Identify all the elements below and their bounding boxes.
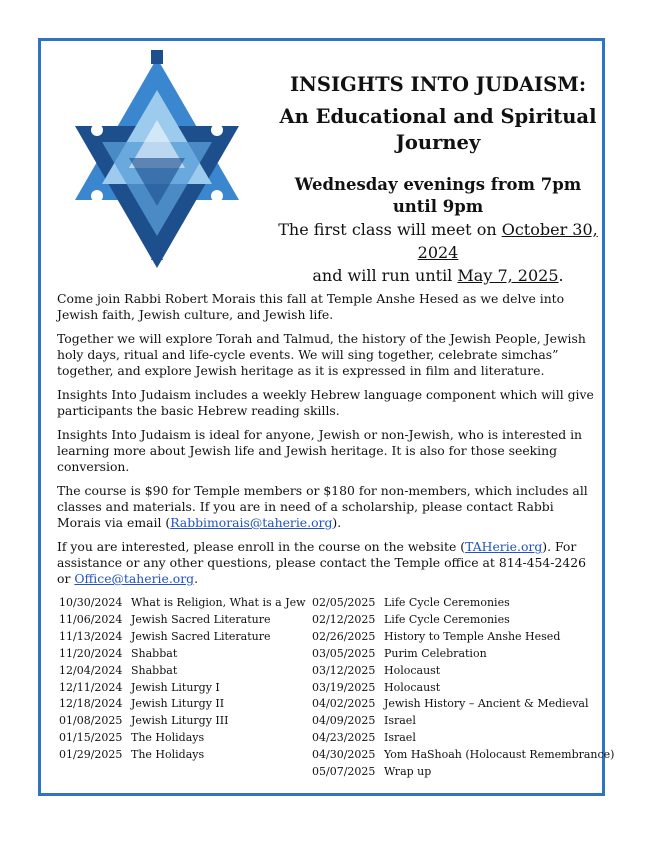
schedule-left-column [59, 595, 306, 764]
title-line-1: INSIGHTS INTO JUDAISM: [289, 73, 587, 96]
schedule-row: 02/05/2025 Life Cycle Ceremonies [312, 596, 510, 609]
schedule-row: 01/15/2025 The Holidays [59, 731, 205, 745]
schedule-row: 04/23/2025 Israel [312, 731, 416, 745]
schedule-row: 11/20/2024 Shabbat [59, 646, 178, 660]
schedule-row: 01/29/2025 The Holidays [59, 748, 205, 762]
website-link[interactable]: TAHerie.org [465, 539, 543, 554]
title-block [272, 72, 604, 287]
schedule-time: Wednesday evenings from 7pm until 9pm [294, 175, 582, 216]
first-class-date: October 30, 2024 [417, 220, 598, 262]
schedule-row: 03/19/2025 Holocaust [312, 680, 441, 694]
paragraph-audience: Insights Into Judaism is ideal for anyone, Jewish or non-Jewish, who is interested in learning more about Jewish life and Jewish heritage. It is also for those seeking conversion. [57, 427, 583, 474]
paragraph-topics: Together we will explore Torah and Talmud, the history of the Jewish People, Jewish holy days, ritual and life-cycle events. We will sing together, celebrate simchas” together, and explore Jewish heritage as it is expressed in film and literature. [57, 331, 586, 378]
schedule-row: 10/30/2024 What is Religion, What is a Jew [59, 596, 306, 609]
paragraph-hebrew: Insights Into Judaism includes a weekly Hebrew language component which will give participants the basic Hebrew reading skills. [57, 387, 594, 418]
run-until-line: and will run until May 7, 2025. [312, 266, 564, 285]
schedule-row: 12/18/2024 Jewish Liturgy II [59, 697, 225, 711]
paragraph-cost: The course is $90 for Temple members or $180 for non-members, which includes all classes and materials. If you are in need of a scholarship, please contact Rabbi Morais via email (Rabbimorais@taherie.org). [57, 483, 588, 530]
last-class-date: May 7, 2025 [457, 266, 559, 285]
schedule-row: 04/02/2025 Jewish History – Ancient & Medieval [312, 697, 589, 711]
schedule-row: 01/08/2025 Jewish Liturgy III [59, 714, 229, 728]
schedule-row: 02/12/2025 Life Cycle Ceremonies [312, 612, 510, 626]
first-class-line: The first class will meet on October 30, 2024 [278, 220, 598, 262]
schedule-row: 12/11/2024 Jewish Liturgy I [59, 680, 220, 694]
paragraph-intro: Come join Rabbi Robert Morais this fall at Temple Anshe Hesed as we delve into Jewish faith, Jewish culture, and Jewish life. [57, 291, 565, 322]
title-line-2: An Educational and Spiritual Journey [279, 105, 597, 154]
schedule-right-column [312, 595, 614, 781]
rabbi-email-link[interactable]: Rabbimorais@taherie.org [170, 515, 333, 530]
paragraph-enroll: If you are interested, please enroll in the course on the website (TAHerie.org). For assistance or any other questions, please contact the Temple office at 814-454-2426 or Office@taherie.org. [57, 539, 587, 586]
star-of-david-mosaic-icon [57, 50, 257, 276]
schedule-row: 03/05/2025 Purim Celebration [312, 646, 487, 660]
schedule-row: 11/13/2024 Jewish Sacred Literature [59, 629, 271, 643]
office-email-link[interactable]: Office@taherie.org [74, 571, 195, 586]
schedule-row: 03/12/2025 Holocaust [312, 663, 441, 677]
schedule-row: 02/26/2025 History to Temple Anshe Hesed [312, 629, 561, 643]
schedule-row: 05/07/2025 Wrap up [312, 765, 432, 779]
schedule-row: 11/06/2024 Jewish Sacred Literature [59, 612, 271, 626]
schedule-row: 12/04/2024 Shabbat [59, 663, 178, 677]
schedule-row: 04/30/2025 Yom HaShoah (Holocaust Remembrance) [312, 748, 615, 762]
schedule-row: 04/09/2025 Israel [312, 714, 416, 728]
description [57, 291, 595, 595]
